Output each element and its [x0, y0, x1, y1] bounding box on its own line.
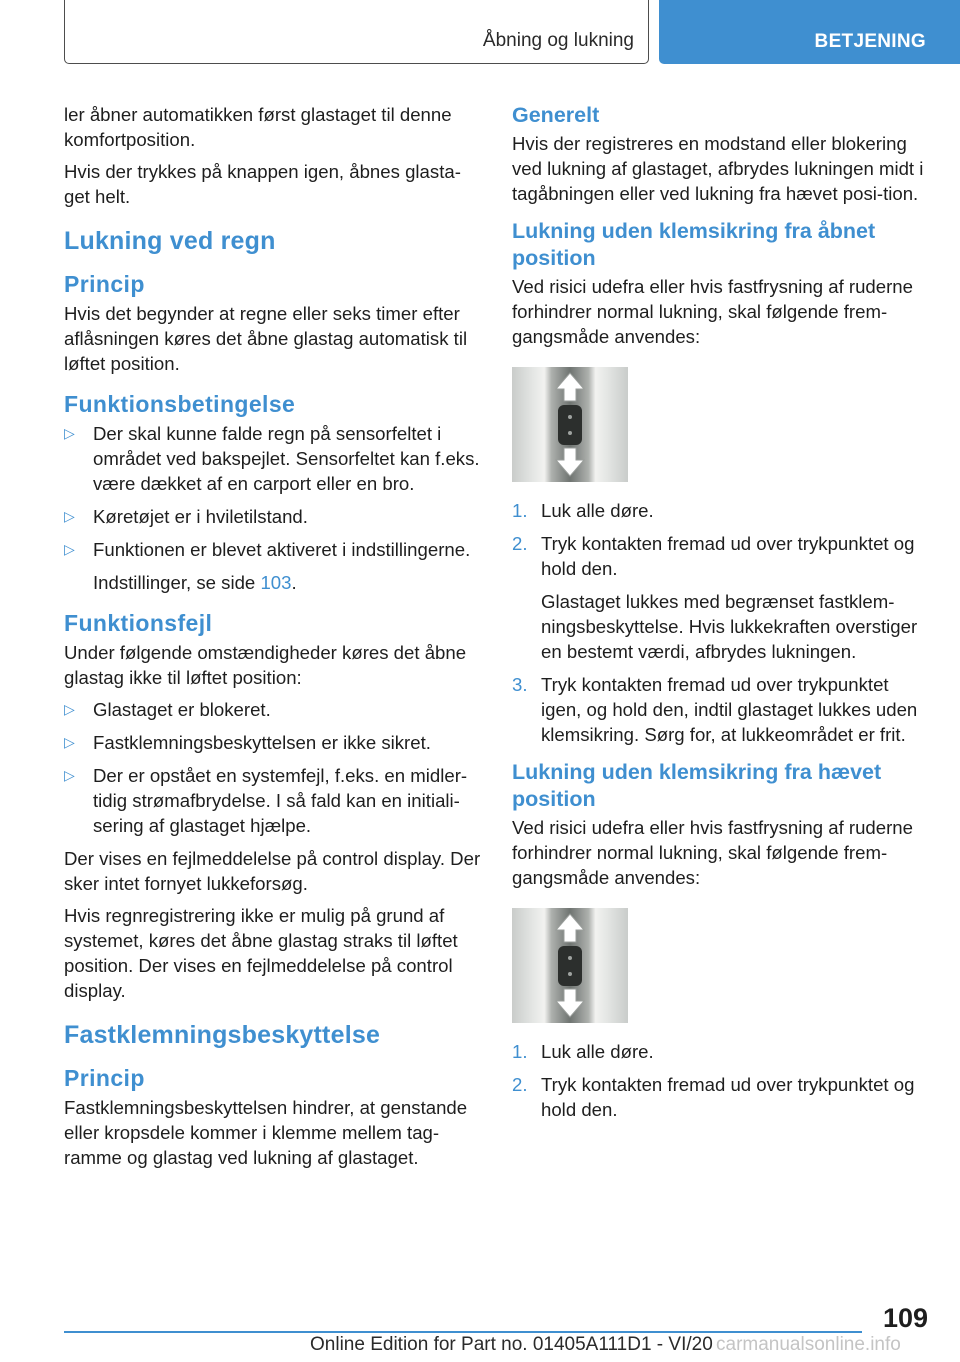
list-item: [512, 1072, 930, 1122]
step-text: Tryk kontakten fremad ud over trykpunktet og hold den.: [541, 533, 915, 579]
list-item-text: Der er opstået en systemfejl, f.eks. en midler‐tidig strømafbrydelse. I så fald kan en initiali‐sering af glastaget hjælpe.: [93, 765, 468, 836]
paragraph: Der vises en fejlmeddelelse på control display. Der sker intet fornyet lukkeforsøg.: [64, 848, 481, 894]
list-item: [512, 531, 930, 664]
list-item: [64, 504, 482, 529]
roof-switch-illustration: [512, 908, 628, 1023]
paragraph: Hvis der trykkes på knappen igen, åbnes glasta‐get helt.: [64, 161, 461, 207]
step-number: 3.: [512, 674, 528, 695]
triangle-bullet-icon: ▷: [64, 701, 75, 717]
faults-list: [64, 697, 482, 838]
heading-closing-from-raised: Lukning uden klemsikring fra hævet position: [512, 760, 882, 811]
steps-list-open: [512, 498, 930, 747]
heading-princip: Princip: [64, 271, 145, 297]
page-link[interactable]: 103: [260, 572, 292, 593]
footer-divider: [64, 1331, 862, 1333]
step-text: Tryk kontakten fremad ud over trykpunktet igen, og hold den, indtil glastaget lukkes uden klemsikring. Sørg for, at lukkeområdet er frit.: [541, 674, 918, 745]
step-number: 1.: [512, 500, 528, 521]
heading-closing-from-open: Lukning uden klemsikring fra åbnet position: [512, 219, 876, 270]
watermark: carmanualsonline.info: [716, 1334, 901, 1355]
paragraph: Hvis det begynder at regne eller seks timer efter aflåsningen køres det åbne glastag automatisk til løftet position.: [64, 303, 468, 374]
list-item: [64, 421, 482, 496]
header-chapter-tab: [659, 0, 960, 64]
list-item-text: Glastaget er blokeret.: [93, 699, 271, 720]
triangle-bullet-icon: ▷: [64, 541, 75, 557]
switch-dot: [568, 972, 572, 976]
right-column: [512, 102, 930, 1130]
step-number: 1.: [512, 1041, 528, 1062]
list-item: [64, 697, 482, 722]
paragraph: Fastklemningsbeskyttelsen hindrer, at genstande eller kropsdele kommer i klemme mellem tag‐ramme og glastag ved lukning af glastaget.: [64, 1097, 468, 1168]
triangle-bullet-icon: ▷: [64, 767, 75, 783]
step-note: Glastaget lukkes med begrænset fastklem‐ningsbeskyttelse. Hvis lukkekraften overstiger en bestemt værdi, afbrydes lukningen.: [541, 591, 918, 662]
header-section-title: Åbning og lukning: [482, 30, 634, 51]
step-text: Luk alle døre.: [541, 1041, 654, 1062]
footer-edition: Online Edition for Part no. 01405A111D1 - VI/20: [310, 1334, 713, 1355]
paragraph: Ved risici udefra eller hvis fastfrysning af ruderne forhindrer normal lukning, skal følgende frem‐gangsmåde anvendes:: [512, 817, 913, 888]
settings-reference: [93, 570, 482, 595]
paragraph: Hvis regnregistrering ikke er mulig på grund af systemet, køres det åbne glastag straks til løftet position. Der vises en fejlmeddelelse på control display.: [64, 905, 458, 1001]
heading-funktionsbetingelse: Funktionsbetingelse: [64, 391, 296, 417]
list-item-text: Fastklemningsbeskyttelsen er ikke sikret.: [93, 732, 431, 753]
heading-funktionsfejl: Funktionsfejl: [64, 610, 213, 636]
list-item: [64, 537, 482, 595]
list-item: [64, 763, 482, 838]
step-text: Luk alle døre.: [541, 500, 654, 521]
settings-reference-dot: .: [291, 572, 297, 593]
list-item: [64, 730, 482, 755]
list-item-text: Funktionen er blevet aktiveret i indstillingerne.: [93, 539, 471, 560]
step-text: Tryk kontakten fremad ud over trykpunktet og hold den.: [541, 1074, 915, 1120]
paragraph: Ved risici udefra eller hvis fastfrysning af ruderne forhindrer normal lukning, skal følgende frem‐gangsmåde anvendes:: [512, 276, 913, 347]
triangle-bullet-icon: ▷: [64, 425, 75, 441]
heading-princip: Princip: [64, 1065, 145, 1091]
triangle-bullet-icon: ▷: [64, 734, 75, 750]
step-number: 2.: [512, 1074, 528, 1095]
roof-switch: [558, 405, 582, 445]
page-number: 109: [882, 1303, 928, 1333]
header-section-box: [64, 0, 649, 64]
steps-list-raised: [512, 1039, 930, 1122]
left-column: [64, 102, 482, 1177]
paragraph: ler åbner automatikken først glastaget til denne komfortposition.: [64, 104, 452, 150]
list-item-text: Køretøjet er i hviletilstand.: [93, 506, 308, 527]
paragraph: Hvis der registreres en modstand eller blokering ved lukning af glastaget, afbrydes lukningen midt i tagåbningen eller ved lukning fra hævet posi‐tion.: [512, 133, 924, 204]
heading-generelt: Generelt: [512, 103, 600, 127]
list-item: [512, 1039, 930, 1064]
list-item: [512, 672, 930, 747]
conditions-list: [64, 421, 482, 595]
switch-dot: [568, 431, 572, 435]
list-item: [512, 498, 930, 523]
roof-switch: [558, 946, 582, 986]
heading-fastklemningsbeskyttelse: Fastklemningsbeskyttelse: [64, 1021, 381, 1049]
heading-rain-closing: Lukning ved regn: [64, 227, 276, 255]
list-item-text: Der skal kunne falde regn på sensorfeltet i området ved bakspejlet. Sensorfeltet kan f.eks. være dækket af en carport eller en bro.: [93, 423, 480, 494]
switch-dot: [568, 415, 572, 419]
header-chapter-title: BETJENING: [814, 31, 926, 52]
triangle-bullet-icon: ▷: [64, 508, 75, 524]
roof-switch-illustration: [512, 367, 628, 482]
switch-dot: [568, 956, 572, 960]
step-number: 2.: [512, 533, 528, 554]
paragraph: Under følgende omstændigheder køres det åbne glastag ikke til løftet position:: [64, 642, 467, 688]
settings-reference-text: Indstillinger, se side: [93, 572, 261, 593]
